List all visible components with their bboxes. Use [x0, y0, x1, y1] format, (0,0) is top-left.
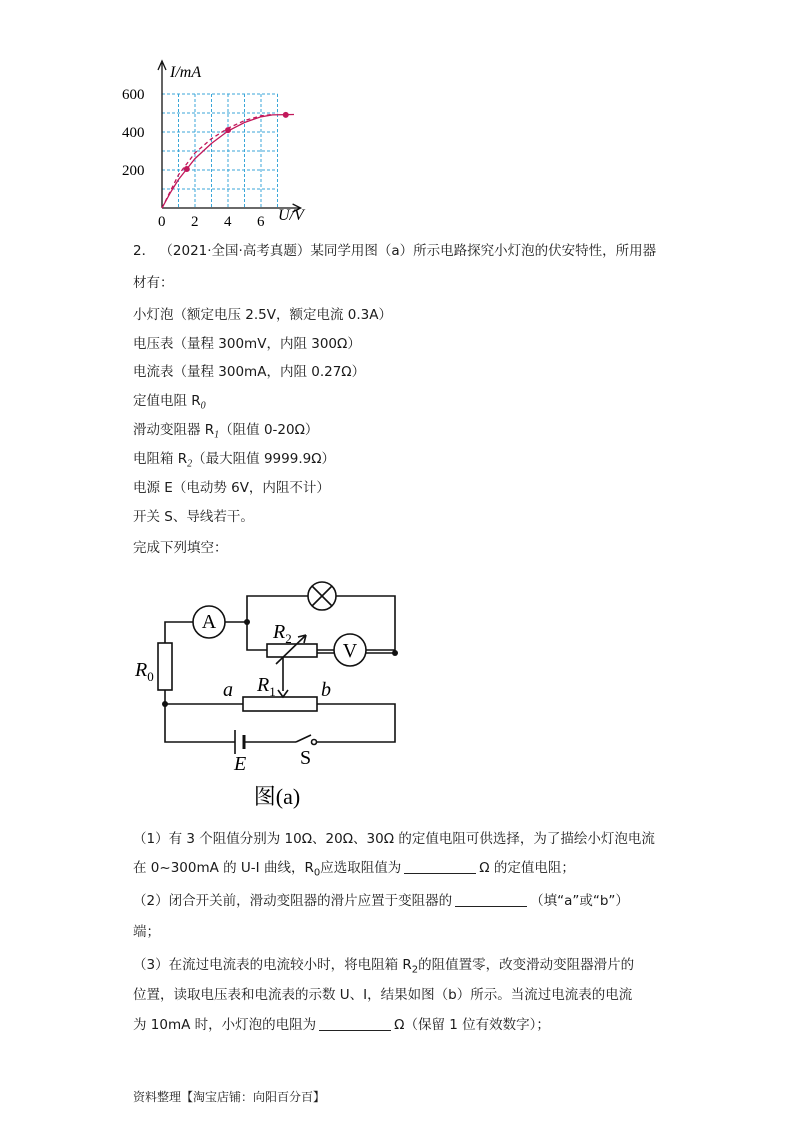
- material-r1-sub: 1: [214, 429, 220, 441]
- ammeter-label: A: [201, 611, 217, 633]
- material-r2-sub: 2: [187, 458, 193, 470]
- end-b-label: b: [321, 679, 331, 701]
- question-number: 2．: [133, 243, 156, 259]
- x-tick-label: 6: [257, 214, 265, 230]
- material-bulb: 小灯泡（额定电压 2.5V，额定电流 0.3A）: [133, 307, 392, 323]
- r1-label: $R_1$: [257, 674, 276, 699]
- data-point: [184, 166, 190, 172]
- q3-line3: [133, 1015, 550, 1035]
- material-r0: [133, 391, 206, 417]
- source-label: E: [234, 753, 247, 775]
- switch-symbol: [296, 735, 317, 745]
- x-tick-label: 4: [224, 214, 232, 230]
- end-a-label: a: [223, 679, 233, 701]
- figure-caption: 图(a): [253, 784, 301, 809]
- circuit-diagram: [130, 578, 420, 818]
- q1-text-pre: 在 0~300mA 的 U-I 曲线，R: [133, 860, 314, 876]
- q3-text-c-pre: 为 10mA 时，小灯泡的电阻为: [133, 1017, 317, 1033]
- y-tick-label: 600: [122, 87, 145, 103]
- r0-resistor: [158, 643, 172, 690]
- q2-line1: [133, 891, 629, 911]
- q3-text-pre: （3）在流过电流表的电流较小时，将电阻箱 R: [133, 957, 412, 973]
- q2-line2: 端；: [133, 924, 160, 940]
- q3-answer-blank[interactable]: [319, 1016, 391, 1031]
- material-ammeter: 电流表（量程 300mA，内阻 0.27Ω）: [133, 364, 366, 380]
- q1-sub: 0: [313, 867, 321, 879]
- r1-slider-arrow-icon: [278, 690, 288, 697]
- material-r1-text: 滑动变阻器 R: [133, 422, 215, 438]
- material-r2-tail: （最大阻值 9999.9Ω）: [192, 451, 336, 467]
- q1-answer-blank[interactable]: [404, 859, 476, 874]
- q2-text-post: （填“a”或“b”）: [530, 893, 629, 909]
- q2-answer-blank[interactable]: [455, 892, 527, 907]
- q1-line1: （1）有 3 个阻值分别为 10Ω、20Ω、30Ω 的定值电阻可供选择，为了描绘小灯泡电流: [133, 831, 655, 847]
- data-point: [225, 127, 231, 133]
- x-axis-label: U/V: [278, 207, 304, 224]
- q3-text-post: 的阻值置零，改变滑动变阻器滑片的: [418, 957, 635, 973]
- r0-label: $R_0$: [135, 659, 154, 684]
- r2-resistor: [267, 644, 317, 657]
- page-footer: 资料整理【淘宝店铺：向阳百分百】: [133, 1090, 326, 1104]
- q1-line2: [133, 858, 575, 884]
- material-r1: [133, 420, 318, 446]
- q3-sub: 2: [411, 964, 419, 976]
- r1-resistor: [243, 697, 317, 711]
- iu-graph: [120, 55, 320, 235]
- q1-text-post: Ω 的定值电阻；: [479, 860, 575, 876]
- task-text: 完成下列填空：: [133, 540, 228, 556]
- question-intro-2: 材有：: [133, 275, 174, 291]
- question-intro-text: （2021·全国·高考真题）某同学用图（a）所示电路探究小灯泡的伏安特性，所用器: [159, 243, 657, 259]
- material-r2: [133, 449, 335, 475]
- switch-label: S: [300, 747, 312, 769]
- q3-line2: 位置，读取电压表和电流表的示数 U、I，结果如图（b）所示。当流过电流表的电流: [133, 987, 633, 1003]
- y-tick-label: 200: [122, 163, 145, 179]
- x-tick-label: 0: [158, 214, 166, 230]
- q2-text-pre: （2）闭合开关前，滑动变阻器的滑片应置于变阻器的: [133, 893, 453, 909]
- question-intro: [133, 241, 656, 261]
- material-source: 电源 E（电动势 6V，内阻不计）: [133, 480, 330, 496]
- q1-text-mid: 应选取阻值为: [320, 860, 402, 876]
- y-tick-label: 400: [122, 125, 145, 141]
- voltmeter-label: V: [342, 640, 358, 662]
- graph-grid: [162, 94, 278, 208]
- q3-text-c-post: Ω（保留 1 位有效数字）；: [394, 1017, 550, 1033]
- material-r2-text: 电阻箱 R: [133, 451, 188, 467]
- x-tick-label: 2: [191, 214, 199, 230]
- q3-line1: [133, 955, 634, 981]
- material-voltmeter: 电压表（量程 300mV，内阻 300Ω）: [133, 336, 361, 352]
- material-r1-tail: （阻值 0-20Ω）: [219, 422, 319, 438]
- data-point: [283, 112, 289, 118]
- battery-symbol: [235, 730, 244, 754]
- y-axis-label: I/mA: [170, 64, 202, 81]
- r2-label: $R_2$: [273, 621, 292, 646]
- material-r0-text: 定值电阻 R: [133, 393, 201, 409]
- material-switch: 开关 S、导线若干。: [133, 509, 254, 525]
- material-r0-sub: 0: [200, 400, 206, 412]
